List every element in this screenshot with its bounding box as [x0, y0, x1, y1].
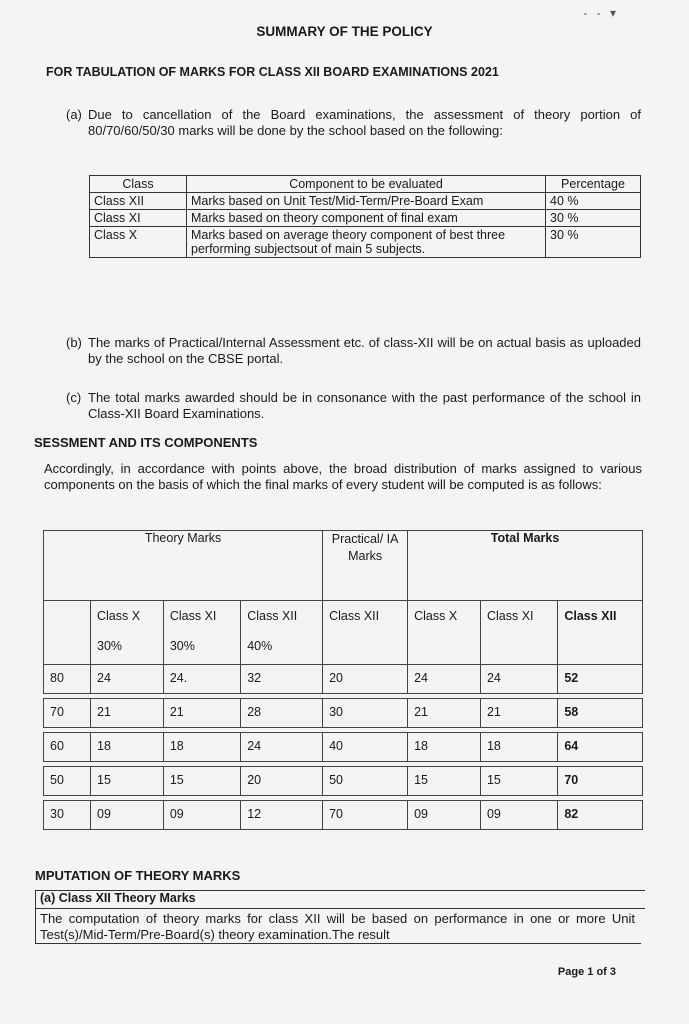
table-subheader-row — [44, 601, 643, 665]
table-cell: 30 — [323, 699, 408, 728]
table-row — [44, 801, 643, 830]
section-heading-assessment: SESSMENT AND ITS COMPONENTS — [34, 435, 258, 450]
paragraph-b-text: The marks of Practical/Internal Assessment etc. of class-XII will be on actual basis as uploaded by the school on the CBSE portal. — [88, 335, 641, 366]
table-row — [44, 733, 643, 762]
table-header-row — [90, 176, 641, 193]
paragraph-c-label: (c) — [66, 390, 82, 405]
table-cell: 24 — [241, 733, 323, 762]
table-row — [90, 193, 641, 210]
paragraph-a — [66, 107, 641, 138]
table-row — [44, 699, 643, 728]
table-cell: 50 — [44, 767, 91, 796]
paragraph-c-text: The total marks awarded should be in consonance with the past performance of the school in Class-XII Board Examinations. — [88, 390, 641, 421]
table-cell: 40 % — [546, 193, 641, 210]
table-cell: Marks based on Unit Test/Mid-Term/Pre-Board Exam — [187, 193, 546, 210]
page-number: Page 1 of 3 — [557, 966, 616, 978]
paragraph-b — [66, 335, 641, 366]
assessment-components-table — [89, 175, 641, 258]
corner-mark: - - ▾ — [583, 6, 619, 20]
table-cell — [163, 601, 240, 665]
subsection-class-xii-theory: (a) Class XII Theory Marks — [35, 890, 645, 909]
subheader-percentage: 30% — [97, 639, 123, 653]
table-cell: 32 — [241, 665, 323, 694]
table-cell: 12 — [241, 801, 323, 830]
theory-marks-header: Theory Marks — [44, 531, 323, 601]
subheader-label: Class X — [97, 609, 141, 623]
table-cell: 21 — [91, 699, 164, 728]
table-cell: 70 — [44, 699, 91, 728]
table-cell: 24 — [408, 665, 481, 694]
table-row — [90, 210, 641, 227]
paragraph-c — [66, 390, 641, 421]
table-cell: 30 — [44, 801, 91, 830]
table-cell: 15 — [408, 767, 481, 796]
page-subtitle: FOR TABULATION OF MARKS FOR CLASS XII BOARD EXAMINATIONS 2021 — [46, 65, 499, 79]
table-cell: 15 — [91, 767, 164, 796]
paragraph-a-label: (a) — [66, 107, 82, 122]
table-cell: Marks based on theory component of final exam — [187, 210, 546, 227]
table-cell: 80 — [44, 665, 91, 694]
table-header-cell: Percentage — [546, 176, 641, 193]
table-row — [44, 767, 643, 796]
table-cell: Class XI — [90, 210, 187, 227]
paragraph-e: The computation of theory marks for class XII will be based on performance in one or more Unit Test(s)/Mid-Term/Pre-Board(s) theory examination.The result — [35, 908, 641, 944]
page-title: SUMMARY OF THE POLICY — [256, 24, 433, 39]
marks-distribution-table — [43, 530, 643, 830]
table-cell: 18 — [163, 733, 240, 762]
subheader-percentage: 40% — [247, 639, 273, 653]
table-cell: 24. — [163, 665, 240, 694]
table-row — [90, 227, 641, 258]
table-cell: 09 — [163, 801, 240, 830]
subheader-label: Class XI — [169, 609, 217, 623]
table-cell: 15 — [480, 767, 557, 796]
table-cell: 58 — [558, 699, 643, 728]
table-cell: 24 — [91, 665, 164, 694]
table-cell: Class XII — [558, 601, 643, 665]
table-cell: 09 — [480, 801, 557, 830]
table-cell — [241, 601, 323, 665]
table-cell: 64 — [558, 733, 643, 762]
section-heading-computation: MPUTATION OF THEORY MARKS — [35, 868, 241, 883]
table-cell: 50 — [323, 767, 408, 796]
table-cell: 24 — [480, 665, 557, 694]
table-cell: 20 — [323, 665, 408, 694]
table-cell: 28 — [241, 699, 323, 728]
table-cell: 09 — [91, 801, 164, 830]
table-cell: 60 — [44, 733, 91, 762]
table-header-cell: Class — [90, 176, 187, 193]
subheader-label: Class XII — [247, 609, 298, 623]
table-cell: 18 — [91, 733, 164, 762]
table-cell: 09 — [408, 801, 481, 830]
table-cell: Class XII — [323, 601, 408, 665]
table-cell: 21 — [163, 699, 240, 728]
table-cell: 70 — [558, 767, 643, 796]
table-cell: Class XI — [480, 601, 557, 665]
table-cell: 15 — [163, 767, 240, 796]
table-cell — [44, 601, 91, 665]
table-cell: 21 — [408, 699, 481, 728]
table-row — [44, 665, 643, 694]
table-cell: 18 — [408, 733, 481, 762]
marks-rows — [44, 665, 643, 830]
table-cell: Class X — [408, 601, 481, 665]
table-cell: 20 — [241, 767, 323, 796]
table-group-header-row — [44, 531, 643, 601]
table-cell: 30 % — [546, 210, 641, 227]
paragraph-a-text: Due to cancellation of the Board examinations, the assessment of theory portion of 80/70/60/50/30 marks will be done by the school based on the following: — [88, 107, 641, 138]
subheader-percentage: 30% — [169, 639, 195, 653]
table-cell — [91, 601, 164, 665]
table-cell: 30 % — [546, 227, 641, 258]
table-cell: 40 — [323, 733, 408, 762]
practical-marks-header: Practical/ IA Marks — [323, 531, 408, 601]
table-header-cell: Component to be evaluated — [187, 176, 546, 193]
table-cell: Class X — [90, 227, 187, 258]
table-cell: 21 — [480, 699, 557, 728]
table-cell: 52 — [558, 665, 643, 694]
paragraph-b-label: (b) — [66, 335, 82, 350]
table-cell: Class XII — [90, 193, 187, 210]
paragraph-d: Accordingly, in accordance with points above, the broad distribution of marks assigned to various components on the basis of which the final marks of every student will be computed is as follows: — [44, 461, 642, 492]
table-cell: 18 — [480, 733, 557, 762]
table-cell: Marks based on average theory component of best three performing subjectsout of main 5 subjects. — [187, 227, 546, 258]
table-cell: 70 — [323, 801, 408, 830]
table-cell: 82 — [558, 801, 643, 830]
total-marks-header: Total Marks — [408, 531, 643, 601]
